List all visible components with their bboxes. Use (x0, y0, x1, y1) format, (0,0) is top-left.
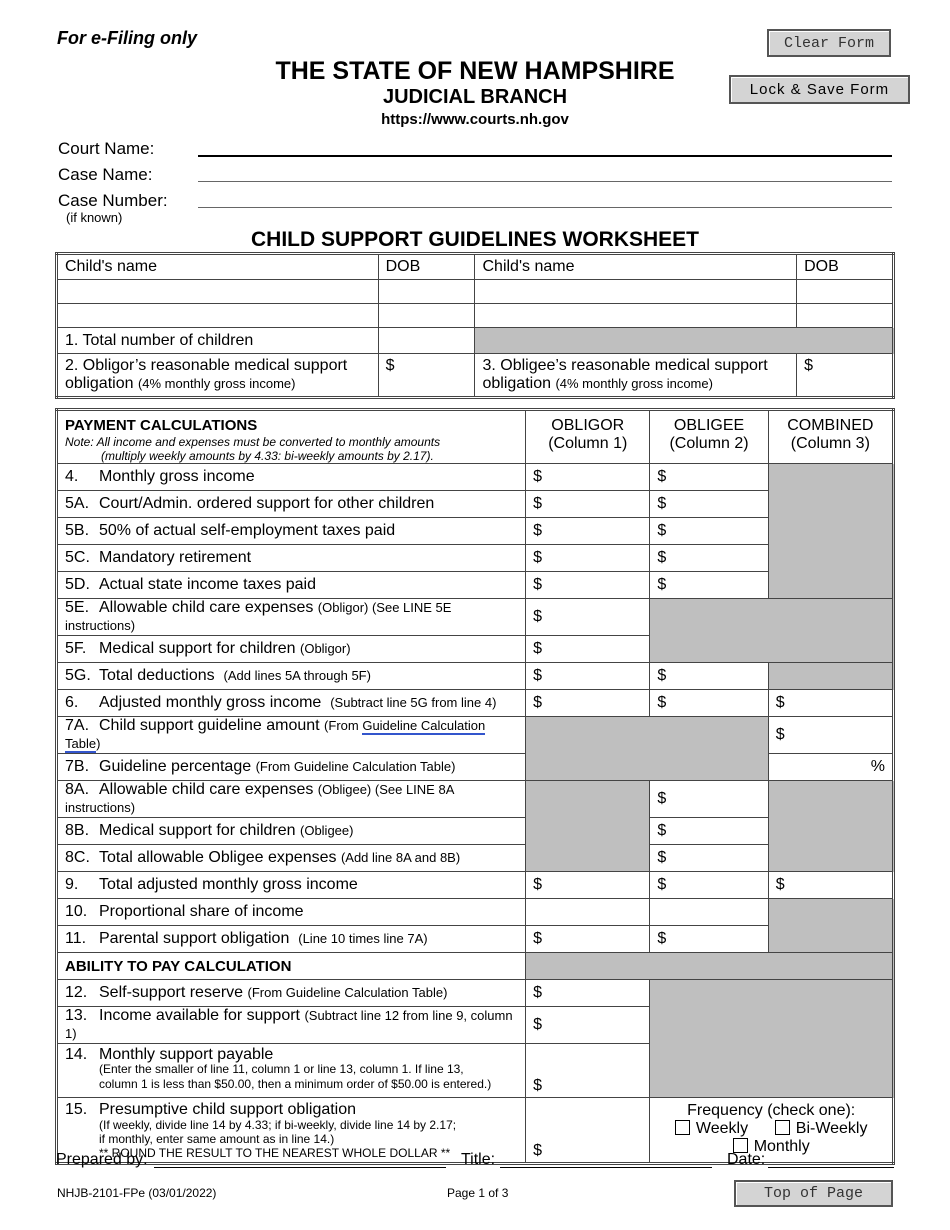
payment-calculations-heading: PAYMENT CALCULATIONS (65, 417, 258, 434)
obligor-field[interactable]: $ (526, 872, 650, 899)
line-label: Monthly gross income (99, 468, 255, 485)
line-label: Medical support for children (99, 640, 296, 657)
line-label: Total adjusted monthly gross income (99, 876, 358, 893)
line-10-row: 10. Proportional share of income (57, 899, 894, 926)
guideline-percentage-field[interactable]: % (768, 754, 893, 781)
line-7a-row: 7A. Child support guideline amount (From Guideline Calculation Table) $ (57, 717, 894, 754)
obligee-field[interactable]: $ (650, 518, 768, 545)
weekly-checkbox[interactable] (675, 1120, 690, 1135)
line-label: Total deductions (99, 667, 215, 684)
guideline-table-link[interactable]: Guideline Calculation Table (65, 718, 486, 751)
obligor-field[interactable] (526, 899, 650, 926)
obligee-medical-note: (4% monthly gross income) (555, 376, 713, 391)
line-5b-row: 5B. 50% of actual self-employment taxes paid $ $ (57, 518, 894, 545)
dob-field[interactable] (378, 280, 475, 304)
state-heading: THE STATE OF NEW HAMPSHIRE (275, 57, 675, 85)
line-label: Parental support obligation (99, 930, 290, 947)
form-title: CHILD SUPPORT GUIDELINES WORKSHEET (250, 228, 700, 251)
dob-field[interactable] (378, 304, 475, 328)
total-children-label: 1. Total number of children (57, 328, 379, 354)
line-8b-row: 8B. Medical support for children (Obligee) $ (57, 818, 894, 845)
form-id: NHJB-2101-FPe (03/01/2022) (57, 1186, 217, 1200)
obligee-field[interactable]: $ (650, 690, 768, 717)
case-name-label: Case Name: (58, 165, 153, 184)
obligor-field[interactable]: $ (526, 1007, 650, 1044)
line-5d-row: 5D. Actual state income taxes paid $ $ (57, 572, 894, 599)
line-label: Total allowable Obligee expenses (99, 849, 337, 866)
line-label: Presumptive child support obligation (99, 1101, 357, 1118)
obligee-field[interactable] (650, 899, 768, 926)
prepared-by-label: Prepared by: (56, 1151, 148, 1168)
line-11-row: 11. Parental support obligation (Line 10 times line 7A) $ $ (57, 926, 894, 953)
line-label: Allowable child care expenses (99, 599, 314, 616)
case-number-field[interactable] (198, 207, 892, 208)
line-7b-row: 7B. Guideline percentage (From Guideline Calculation Table) % (57, 754, 894, 781)
obligee-field[interactable]: $ (650, 872, 768, 899)
obligee-field[interactable]: $ (650, 464, 768, 491)
combined-column-header: COMBINED (787, 417, 874, 434)
obligor-field[interactable]: $ (526, 464, 650, 491)
obligor-medical-note: (4% monthly gross income) (137, 376, 296, 391)
line-label: 50% of actual self-employment taxes paid (99, 522, 396, 539)
lock-save-form-button[interactable]: Lock & Save Form (729, 75, 910, 104)
line-9-row: 9. Total adjusted monthly gross income $ $ $ (57, 872, 894, 899)
obligee-field[interactable]: $ (650, 572, 768, 599)
clear-form-button[interactable]: Clear Form (767, 29, 891, 57)
child-name-header: Child's name (475, 254, 797, 280)
obligor-field[interactable]: $ (526, 599, 650, 636)
line-label: Income available for support (99, 1007, 300, 1024)
obligor-column-header: OBLIGOR (551, 417, 625, 434)
court-url: https://www.courts.nh.gov (381, 111, 569, 128)
date-label: Date: (727, 1151, 766, 1168)
line-label: Child support guideline amount (99, 717, 320, 734)
case-name-field[interactable] (198, 181, 892, 182)
line-4-row: 4. Monthly gross income $ $ (57, 464, 894, 491)
children-table (55, 252, 895, 399)
line-label: Medical support for children (99, 822, 296, 839)
obligor-field[interactable]: $ (526, 1098, 650, 1164)
line-label: Monthly support payable (99, 1046, 274, 1063)
line-8a-row: 8A. Allowable child care expenses (Obligee) (See LINE 8A instructions) $ (57, 781, 894, 818)
line-label: Actual state income taxes paid (99, 576, 317, 593)
obligor-field[interactable]: $ (526, 545, 650, 572)
payment-calculations-table: PAYMENT CALCULATIONS Note: All income and expenses must be converted to monthly amounts (multiply weekly amounts by 4.33: bi-weekly amounts by 2.17). OBLIGOR (Column 1) OBLIGEE (Column 2) COMBINED (Column 3) 4. Monthly gross income $ $ 5A. Court/Admin. ordered support for other children $ $ 5B. 50% of actual self-employment taxes paid $ $ 5C. Mandatory retirement $ $ 5D. Actual state income taxes paid $ $ 5E. Allowable child care expenses (Obligor) (See LINE 5E instructions) $ 5F. Medical support for children (Obligor) $ 5G. Total deductions (Add lines 5A through 5F) $ $ 6. Adjusted monthly gross income (Subtract line 5G from line 4) $ $ $ 7A. Child support guideline amount (From Guideline Calculation Table) $ 7B. Guideline percentage (From Guideline Calculation Table) % 8A. Allowable child care expenses (Obligee) (See LINE 8A instructions) $ 8B. Medical support for children (Obligee) $ 8C. Total allowable Obligee expenses (Add line 8A and 8B) $ 9. Total adjusted monthly gross income $ $ $ 10. Proportional share of income 11. Parental support obligation (Line 10 times line 7A) $ $ ABILITY TO PAY CALCULATION 12. Self-support reserve (From Guideline Calculation Table) $ 13. Income available for support (Subtract line 12 from line 9, column 1) $ 14. Monthly support payable (Enter the smaller of line 11, column 1 or line 13, column 1. If line 13, column 1 is less than $50.00, then a minimum order of $50.00 is entered.) $ 15. Presumptive child support obligation (If weekly, divide line 14 by 4.33; if bi-weekly, divide line 14 by 2.17; if monthly, enter same amount as in line 14.) ** ROUND THE RESULT TO THE NEAREST WHOLE DOLLAR ** $ Frequency (check one): Weekly Bi-Weekly Monthly (55, 408, 895, 1165)
dob-field[interactable] (797, 304, 894, 328)
if-known-note: (if known) (66, 210, 123, 225)
obligor-medical-label: 2. Obligor’s reasonable medical support obligation (65, 357, 348, 392)
biweekly-checkbox[interactable] (775, 1120, 790, 1135)
child-name-field[interactable] (475, 304, 797, 328)
obligee-medical-field[interactable]: $ (797, 354, 894, 398)
line-label: Mandatory retirement (99, 549, 252, 566)
line-label: Allowable child care expenses (99, 781, 314, 798)
ability-to-pay-heading: ABILITY TO PAY CALCULATION (57, 953, 526, 980)
conversion-note: Note: All income and expenses must be converted to monthly amounts (65, 435, 441, 449)
obligee-column-header: OBLIGEE (673, 417, 745, 434)
line-12-row: 12. Self-support reserve (From Guideline Calculation Table) $ (57, 980, 894, 1007)
frequency-label: Frequency (check one): (687, 1102, 856, 1119)
line-label: Proportional share of income (99, 903, 304, 920)
line-label: Adjusted monthly gross income (99, 694, 322, 711)
title-field[interactable] (500, 1167, 712, 1168)
line-5c-row: 5C. Mandatory retirement $ $ (57, 545, 894, 572)
line-label: Guideline percentage (99, 758, 252, 775)
line-5f-row: 5F. Medical support for children (Obligor) $ (57, 636, 894, 663)
efiling-notice: For e-Filing only (57, 28, 197, 48)
line-5a-row: 5A. Court/Admin. ordered support for other children $ $ (57, 491, 894, 518)
obligee-field[interactable]: $ (650, 926, 768, 953)
line-5g-row: 5G. Total deductions (Add lines 5A through 5F) $ $ (57, 663, 894, 690)
obligee-field[interactable]: $ (650, 491, 768, 518)
obligor-field[interactable]: $ (526, 636, 650, 663)
obligor-field[interactable]: $ (526, 491, 650, 518)
obligor-field[interactable]: $ (526, 980, 650, 1007)
obligor-field[interactable]: $ (526, 663, 650, 690)
obligor-field[interactable]: $ (526, 690, 650, 717)
obligee-field[interactable]: $ (650, 663, 768, 690)
page-number: Page 1 of 3 (447, 1186, 509, 1200)
line-label: Court/Admin. ordered support for other children (99, 495, 435, 512)
court-name-label: Court Name: (58, 139, 155, 158)
combined-field[interactable]: $ (768, 690, 893, 717)
dob-header: DOB (797, 254, 894, 280)
obligee-medical-label: 3. Obligee’s reasonable medical support obligation (482, 357, 768, 392)
child-name-header: Child's name (57, 254, 379, 280)
dob-field[interactable] (797, 280, 894, 304)
title-label: Title: (461, 1151, 496, 1168)
obligor-field[interactable]: $ (526, 926, 650, 953)
frequency-group: Frequency (check one): Weekly Bi-Weekly Monthly (650, 1098, 894, 1164)
court-name-field[interactable] (198, 155, 892, 157)
line-6-row: 6. Adjusted monthly gross income (Subtract line 5G from line 4) $ $ $ (57, 690, 894, 717)
child-name-field[interactable] (475, 280, 797, 304)
combined-field[interactable]: $ (768, 872, 893, 899)
obligee-field[interactable]: $ (650, 781, 768, 818)
combined-field[interactable]: $ (768, 717, 893, 754)
conversion-note-detail: (multiply weekly amounts by 4.33: bi-weekly amounts by 2.17). (101, 449, 434, 463)
line-15-row: 15. Presumptive child support obligation (If weekly, divide line 14 by 4.33; if bi-weekly, divide line 14 by 2.17; if monthly, enter same amount as in line 14.) ** ROUND THE RESULT TO THE NEAREST WHOLE DOLLAR ** $ Frequency (check one): Weekly Bi-Weekly Monthly (57, 1098, 894, 1164)
obligor-medical-field[interactable]: $ (378, 354, 475, 398)
total-children-field[interactable] (378, 328, 475, 354)
line-5e-row: 5E. Allowable child care expenses (Obligor) (See LINE 5E instructions) $ (57, 599, 894, 636)
obligor-field[interactable]: $ (526, 518, 650, 545)
dob-header: DOB (378, 254, 475, 280)
obligee-field[interactable]: $ (650, 545, 768, 572)
branch-heading: JUDICIAL BRANCH (382, 86, 568, 108)
obligee-field[interactable]: $ (650, 818, 768, 845)
obligee-field[interactable]: $ (650, 845, 768, 872)
line-14-row: 14. Monthly support payable (Enter the smaller of line 11, column 1 or line 13, column 1. If line 13, column 1 is less than $50.00, then a minimum order of $50.00 is entered.) $ (57, 1044, 894, 1098)
line-label: Self-support reserve (99, 984, 244, 1001)
top-of-page-button[interactable]: Top of Page (734, 1180, 893, 1207)
child-name-field[interactable] (57, 280, 379, 304)
child-name-field[interactable] (57, 304, 379, 328)
date-field[interactable] (768, 1167, 894, 1168)
obligor-field[interactable]: $ (526, 572, 650, 599)
ability-heading-row (57, 953, 894, 980)
line-13-row: 13. Income available for support (Subtract line 12 from line 9, column 1) $ (57, 1007, 894, 1044)
case-number-label: Case Number: (58, 191, 168, 210)
obligor-field[interactable]: $ (526, 1044, 650, 1098)
line-8c-row: 8C. Total allowable Obligee expenses (Add line 8A and 8B) $ (57, 845, 894, 872)
prepared-by-field[interactable] (154, 1167, 446, 1168)
